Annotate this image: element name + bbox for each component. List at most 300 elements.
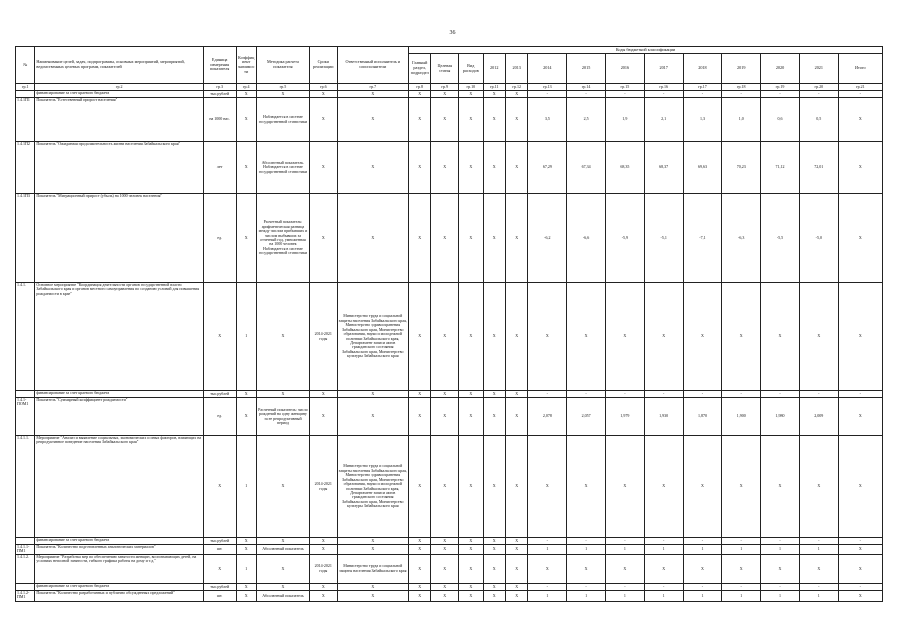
- row-responsible: Х: [337, 194, 408, 283]
- header-codes-group: Коды бюджетной классификации: [409, 47, 883, 54]
- row-total: Х: [838, 436, 882, 538]
- row-2012: Х: [483, 583, 505, 590]
- header-razdel: Главный раздел, подраздел: [409, 54, 431, 84]
- financing-row: [16, 583, 883, 590]
- row-celevaya: Х: [431, 142, 459, 194]
- row-responsible: Министерство труда и социальной защиты населения Забайкальского края, Министерство здравоохранения Забайкальского края, Министерство образования, науки и молодежной политики Забайкальского края, Департамент записи актов гражданского состояния Забайкальского края, Министерство культуры Забайкальского края: [337, 283, 408, 391]
- row-code: [16, 391, 35, 398]
- row-unit: тыс.рублей: [203, 538, 236, 545]
- row-2013: Х: [505, 142, 527, 194]
- row-terms: Х: [309, 194, 337, 283]
- row-method: Расчетный показатель: число рождений на одну женщину за ее репродуктивный период: [256, 398, 309, 436]
- row-2012: Х: [483, 538, 505, 545]
- row-2015: -: [567, 91, 606, 98]
- row-2021: 1: [799, 590, 838, 601]
- row-2019: -6,3: [722, 194, 761, 283]
- row-2013: Х: [505, 98, 527, 142]
- row-2018: -: [683, 91, 722, 98]
- row-terms: Х: [309, 590, 337, 601]
- row-terms: Х: [309, 142, 337, 194]
- row-2013: Х: [505, 194, 527, 283]
- financing-row: [16, 391, 883, 398]
- row-method: Х: [256, 91, 309, 98]
- col-num: гр.3: [203, 84, 236, 91]
- row-responsible: Х: [337, 98, 408, 142]
- row-responsible: Х: [337, 538, 408, 545]
- row-2013: Х: [505, 545, 527, 555]
- row-2021: Х: [799, 283, 838, 391]
- row-2018: 1: [683, 590, 722, 601]
- row-terms: Х: [309, 98, 337, 142]
- row-unit: Х: [203, 283, 236, 391]
- row-2020: -: [761, 538, 800, 545]
- row-2018: Х: [683, 436, 722, 538]
- header-vid: Вид расходов: [459, 54, 484, 84]
- row-2014: -6,2: [528, 194, 567, 283]
- header-year: 2016: [605, 54, 644, 84]
- row-razdel: Х: [409, 554, 431, 583]
- row-2014: -: [528, 91, 567, 98]
- col-num: гр.14: [567, 84, 606, 91]
- row-2013: Х: [505, 283, 527, 391]
- row-2020: 1: [761, 590, 800, 601]
- row-coef: Х: [236, 391, 256, 398]
- row-2017: 1: [644, 590, 683, 601]
- row-name: финансирование за счет краевого бюджета: [35, 91, 203, 98]
- row-2017: Х: [644, 554, 683, 583]
- row-vid: Х: [459, 98, 484, 142]
- row-method: Х: [256, 538, 309, 545]
- row-2020: Х: [761, 436, 800, 538]
- row-2021: -: [799, 583, 838, 590]
- row-coef: 1: [236, 436, 256, 538]
- financing-row: [16, 538, 883, 545]
- header-row-1: [16, 47, 883, 54]
- header-method: Методика расчета показателя: [256, 47, 309, 84]
- row-2014: Х: [528, 554, 567, 583]
- row-2018: -7,1: [683, 194, 722, 283]
- row-responsible: Министерство труда и социальной защиты населения Забайкальского края: [337, 554, 408, 583]
- row-2012: Х: [483, 194, 505, 283]
- row-razdel: Х: [409, 142, 431, 194]
- col-num: гр.10: [459, 84, 484, 91]
- col-num: гр.20: [799, 84, 838, 91]
- row-coef: 1: [236, 283, 256, 391]
- row-vid: Х: [459, 91, 484, 98]
- row-razdel: Х: [409, 583, 431, 590]
- row-code: 1.4.1.2-ПМ1: [16, 590, 35, 601]
- row-celevaya: Х: [431, 194, 459, 283]
- row-terms: 2014-2021 годы: [309, 436, 337, 538]
- row-2018: Х: [683, 554, 722, 583]
- row-terms: Х: [309, 398, 337, 436]
- row-total: Х: [838, 398, 882, 436]
- col-num: гр.16: [644, 84, 683, 91]
- row-2020: -: [761, 391, 800, 398]
- row-2013: Х: [505, 583, 527, 590]
- row-terms: 2014-2021 годы: [309, 283, 337, 391]
- header-year: 2021: [799, 54, 838, 84]
- row-method: Х: [256, 583, 309, 590]
- row-celevaya: Х: [431, 98, 459, 142]
- row-2014: 2,078: [528, 398, 567, 436]
- row-2014: 1: [528, 545, 567, 555]
- row-method: Х: [256, 391, 309, 398]
- row-celevaya: Х: [431, 283, 459, 391]
- row-unit: шт.: [203, 545, 236, 555]
- header-total: Итого: [838, 54, 882, 84]
- row-2016: -: [605, 91, 644, 98]
- row-2016: -: [605, 583, 644, 590]
- row-method: Абсолютный показатель: [256, 590, 309, 601]
- row-2017: 68,37: [644, 142, 683, 194]
- row-vid: Х: [459, 538, 484, 545]
- row-vid: Х: [459, 283, 484, 391]
- row-2021: -: [799, 391, 838, 398]
- row-vid: Х: [459, 436, 484, 538]
- column-number-row: [16, 84, 883, 91]
- row-2017: -: [644, 538, 683, 545]
- row-celevaya: Х: [431, 545, 459, 555]
- page-number: 36: [449, 30, 456, 36]
- row-total: -: [838, 391, 882, 398]
- col-num: гр.13: [528, 84, 567, 91]
- row-unit: на 1000 нас.: [203, 98, 236, 142]
- row-2017: Х: [644, 436, 683, 538]
- header-name: Наименование целей, задач, подпрограммы, основных мероприятий, мероприятий, ведомственных целевых программ, показателей: [35, 47, 203, 84]
- header-no: №: [16, 47, 35, 84]
- row-razdel: Х: [409, 91, 431, 98]
- row-2016: 1: [605, 545, 644, 555]
- row-vid: Х: [459, 391, 484, 398]
- row-2012: Х: [483, 398, 505, 436]
- row-2019: -: [722, 91, 761, 98]
- row-razdel: Х: [409, 283, 431, 391]
- row-total: -: [838, 91, 882, 98]
- row-2016: 1: [605, 590, 644, 601]
- row-2012: Х: [483, 391, 505, 398]
- row-name: Основное мероприятие "Координация деятельности органов государственной власти Забайкальского края и органов местного самоуправления по созданию условий для повышения рождаемости в крае": [35, 283, 203, 391]
- row-method: Х: [256, 436, 309, 538]
- row-2015: 1: [567, 590, 606, 601]
- row-2021: -: [799, 538, 838, 545]
- row-terms: Х: [309, 391, 337, 398]
- row-responsible: Министерство труда и социальной защиты населения Забайкальского края, Министерство здравоохранения Забайкальского края, Министерство образования, науки и молодежной политики Забайкальского края, Департамент записи актов гражданского состояния Забайкальского края, Министерство культуры Забайкальского края: [337, 436, 408, 538]
- row-code: 1.4.1-ПОМ1: [16, 398, 35, 436]
- row-code: 1.4.1.1.: [16, 436, 35, 538]
- row-2019: Х: [722, 283, 761, 391]
- row-code: [16, 583, 35, 590]
- row-2014: -: [528, 538, 567, 545]
- table-row: [16, 436, 883, 538]
- row-unit: тыс.рублей: [203, 391, 236, 398]
- row-method: Абсолютный показатель: [256, 545, 309, 555]
- row-name: Мероприятие "Анализ и выявление социальных, экономических и иных факторов, влияющих на репродуктивное поведение населения Забайкальского края": [35, 436, 203, 538]
- row-2012: Х: [483, 98, 505, 142]
- row-method: Х: [256, 283, 309, 391]
- row-razdel: Х: [409, 538, 431, 545]
- row-2012: Х: [483, 590, 505, 601]
- row-responsible: Х: [337, 545, 408, 555]
- row-celevaya: Х: [431, 398, 459, 436]
- row-2015: 67,34: [567, 142, 606, 194]
- row-2021: 1: [799, 545, 838, 555]
- row-coef: Х: [236, 98, 256, 142]
- row-name: Показатель "Количество разработанных и публично обсужденных предложений": [35, 590, 203, 601]
- header-year: 2020: [761, 54, 800, 84]
- row-total: -: [838, 538, 882, 545]
- row-vid: Х: [459, 583, 484, 590]
- row-2018: 1,3: [683, 98, 722, 142]
- col-num: гр.1: [16, 84, 35, 91]
- row-2017: -: [644, 583, 683, 590]
- table-row: [16, 283, 883, 391]
- row-2015: Х: [567, 554, 606, 583]
- row-terms: Х: [309, 538, 337, 545]
- row-unit: ед.: [203, 398, 236, 436]
- row-2012: Х: [483, 142, 505, 194]
- row-2016: Х: [605, 436, 644, 538]
- row-2020: Х: [761, 554, 800, 583]
- row-2017: Х: [644, 283, 683, 391]
- row-responsible: Х: [337, 142, 408, 194]
- row-vid: Х: [459, 545, 484, 555]
- row-razdel: Х: [409, 590, 431, 601]
- row-coef: Х: [236, 583, 256, 590]
- row-2020: 1: [761, 545, 800, 555]
- row-2013: Х: [505, 391, 527, 398]
- row-code: 1.4.1П3: [16, 194, 35, 283]
- row-2016: Х: [605, 283, 644, 391]
- row-2016: Х: [605, 554, 644, 583]
- row-code: 1.4.1.1-ПМ1: [16, 545, 35, 555]
- row-2020: 71,12: [761, 142, 800, 194]
- row-razdel: Х: [409, 436, 431, 538]
- row-2016: 1,9: [605, 98, 644, 142]
- row-unit: тыс.рублей: [203, 583, 236, 590]
- row-2015: -: [567, 391, 606, 398]
- row-celevaya: Х: [431, 391, 459, 398]
- row-coef: Х: [236, 142, 256, 194]
- row-2017: 1: [644, 545, 683, 555]
- row-unit: Х: [203, 554, 236, 583]
- row-vid: Х: [459, 590, 484, 601]
- program-table: [15, 46, 883, 602]
- financing-row: [16, 91, 883, 98]
- row-2017: -5,1: [644, 194, 683, 283]
- row-coef: Х: [236, 91, 256, 98]
- row-2019: Х: [722, 436, 761, 538]
- row-coef: Х: [236, 538, 256, 545]
- row-unit: тыс.рублей: [203, 91, 236, 98]
- header-celevaya: Целевая статья: [431, 54, 459, 84]
- row-2012: Х: [483, 91, 505, 98]
- row-total: Х: [838, 545, 882, 555]
- row-2018: 1,870: [683, 398, 722, 436]
- row-razdel: Х: [409, 391, 431, 398]
- row-razdel: Х: [409, 545, 431, 555]
- row-name: Показатель "Суммарный коэффициент рождаемости": [35, 398, 203, 436]
- row-terms: Х: [309, 583, 337, 590]
- row-2021: Х: [799, 436, 838, 538]
- row-total: -: [838, 583, 882, 590]
- row-celevaya: Х: [431, 91, 459, 98]
- row-name: Показатель "Естественный прирост населения": [35, 98, 203, 142]
- row-2012: Х: [483, 436, 505, 538]
- table-row: [16, 554, 883, 583]
- row-2016: -: [605, 538, 644, 545]
- row-2014: 67,29: [528, 142, 567, 194]
- col-num: гр.5: [256, 84, 309, 91]
- row-coef: Х: [236, 398, 256, 436]
- row-2021: 2,009: [799, 398, 838, 436]
- row-celevaya: Х: [431, 583, 459, 590]
- row-2015: 2,057: [567, 398, 606, 436]
- row-responsible: Х: [337, 391, 408, 398]
- row-total: Х: [838, 554, 882, 583]
- row-2018: 69,63: [683, 142, 722, 194]
- row-2019: 1,0: [722, 98, 761, 142]
- header-coef: Коэффициент значимости: [236, 47, 256, 84]
- row-razdel: Х: [409, 98, 431, 142]
- row-razdel: Х: [409, 194, 431, 283]
- row-2016: 1,979: [605, 398, 644, 436]
- col-num: гр.12: [505, 84, 527, 91]
- row-2021: 0,5: [799, 98, 838, 142]
- row-2019: 70,23: [722, 142, 761, 194]
- row-2015: -: [567, 538, 606, 545]
- col-num: гр.7: [337, 84, 408, 91]
- row-2015: Х: [567, 283, 606, 391]
- row-2020: -5,5: [761, 194, 800, 283]
- row-2017: -: [644, 391, 683, 398]
- row-2013: Х: [505, 91, 527, 98]
- row-method: Х: [256, 554, 309, 583]
- row-coef: Х: [236, 194, 256, 283]
- row-2014: 1: [528, 590, 567, 601]
- row-celevaya: Х: [431, 590, 459, 601]
- row-terms: 2014-2021 годы: [309, 554, 337, 583]
- row-method: Абсолютный показатель. Наблюдается в системе государственной статистики: [256, 142, 309, 194]
- col-num: гр.21: [838, 84, 882, 91]
- col-num: гр.8: [409, 84, 431, 91]
- row-2021: -5,0: [799, 194, 838, 283]
- row-2017: 2,1: [644, 98, 683, 142]
- row-name: Показатель "Миграционный прирост (убыль) на 1000 человек населения": [35, 194, 203, 283]
- row-2014: -: [528, 583, 567, 590]
- row-code: [16, 538, 35, 545]
- row-responsible: Х: [337, 91, 408, 98]
- row-code: 1.4.1.: [16, 283, 35, 391]
- row-2020: -: [761, 91, 800, 98]
- row-terms: Х: [309, 91, 337, 98]
- row-2021: Х: [799, 554, 838, 583]
- row-total: Х: [838, 194, 882, 283]
- row-responsible: Х: [337, 590, 408, 601]
- row-2015: -: [567, 583, 606, 590]
- row-2019: 1: [722, 590, 761, 601]
- row-vid: Х: [459, 554, 484, 583]
- row-2020: 1,980: [761, 398, 800, 436]
- row-unit: Х: [203, 436, 236, 538]
- col-num: гр.9: [431, 84, 459, 91]
- table-row: [16, 545, 883, 555]
- row-unit: шт.: [203, 590, 236, 601]
- row-2014: Х: [528, 436, 567, 538]
- row-total: Х: [838, 283, 882, 391]
- row-total: Х: [838, 142, 882, 194]
- row-code: 1.4.1П2: [16, 142, 35, 194]
- row-2014: 3,5: [528, 98, 567, 142]
- row-unit: лет: [203, 142, 236, 194]
- col-num: гр.6: [309, 84, 337, 91]
- row-coef: Х: [236, 590, 256, 601]
- header-year: 2014: [528, 54, 567, 84]
- row-unit: ед.: [203, 194, 236, 283]
- row-name: финансирование за счет краевого бюджета: [35, 391, 203, 398]
- row-name: Мероприятие "Разработка мер по обеспечению занятости женщин, воспитывающих детей, на условиях неполной занятости, гибкого графика работы на дому и т.д.": [35, 554, 203, 583]
- row-2016: -5,9: [605, 194, 644, 283]
- col-num: гр.11: [483, 84, 505, 91]
- table-row: [16, 142, 883, 194]
- row-2020: -: [761, 583, 800, 590]
- header-year: 2013: [505, 54, 527, 84]
- row-razdel: Х: [409, 398, 431, 436]
- row-2019: Х: [722, 554, 761, 583]
- row-2012: Х: [483, 283, 505, 391]
- row-2015: Х: [567, 436, 606, 538]
- row-2014: Х: [528, 283, 567, 391]
- header-year: 2017: [644, 54, 683, 84]
- row-2019: 1: [722, 545, 761, 555]
- row-2018: 1: [683, 545, 722, 555]
- row-2021: 72,01: [799, 142, 838, 194]
- row-responsible: Х: [337, 583, 408, 590]
- row-vid: Х: [459, 194, 484, 283]
- header-unit: Единица измерения показателя: [203, 47, 236, 84]
- header-year: 2015: [567, 54, 606, 84]
- row-celevaya: Х: [431, 436, 459, 538]
- col-num: гр.15: [605, 84, 644, 91]
- row-name: финансирование за счет краевого бюджета: [35, 583, 203, 590]
- header-terms: Сроки реализации: [309, 47, 337, 84]
- header-year: 2012: [483, 54, 505, 84]
- row-method: Расчетный показатель: арифметическая разница между числом прибывших и числом выбывших за отчетный год, умноженная на 1000 человек Наблюдается в системе государственной статистики: [256, 194, 309, 283]
- row-celevaya: Х: [431, 554, 459, 583]
- row-2013: Х: [505, 436, 527, 538]
- row-2019: -: [722, 391, 761, 398]
- row-terms: Х: [309, 545, 337, 555]
- table-row: [16, 590, 883, 601]
- row-name: финансирование за счет краевого бюджета: [35, 538, 203, 545]
- header-year: 2019: [722, 54, 761, 84]
- row-code: [16, 91, 35, 98]
- row-2012: Х: [483, 554, 505, 583]
- row-2013: Х: [505, 590, 527, 601]
- row-2018: Х: [683, 283, 722, 391]
- row-2015: -6,6: [567, 194, 606, 283]
- row-2019: -: [722, 538, 761, 545]
- row-2019: 1,900: [722, 398, 761, 436]
- row-name: Показатель "Количество подготовленных аналитических материалов": [35, 545, 203, 555]
- row-2013: Х: [505, 554, 527, 583]
- row-name: Показатель "Ожидаемая продолжительность жизни населения Забайкальского края": [35, 142, 203, 194]
- row-code: 1.4.1.2.: [16, 554, 35, 583]
- row-2012: Х: [483, 545, 505, 555]
- row-2015: 2,5: [567, 98, 606, 142]
- row-total: Х: [838, 590, 882, 601]
- row-2013: Х: [505, 398, 527, 436]
